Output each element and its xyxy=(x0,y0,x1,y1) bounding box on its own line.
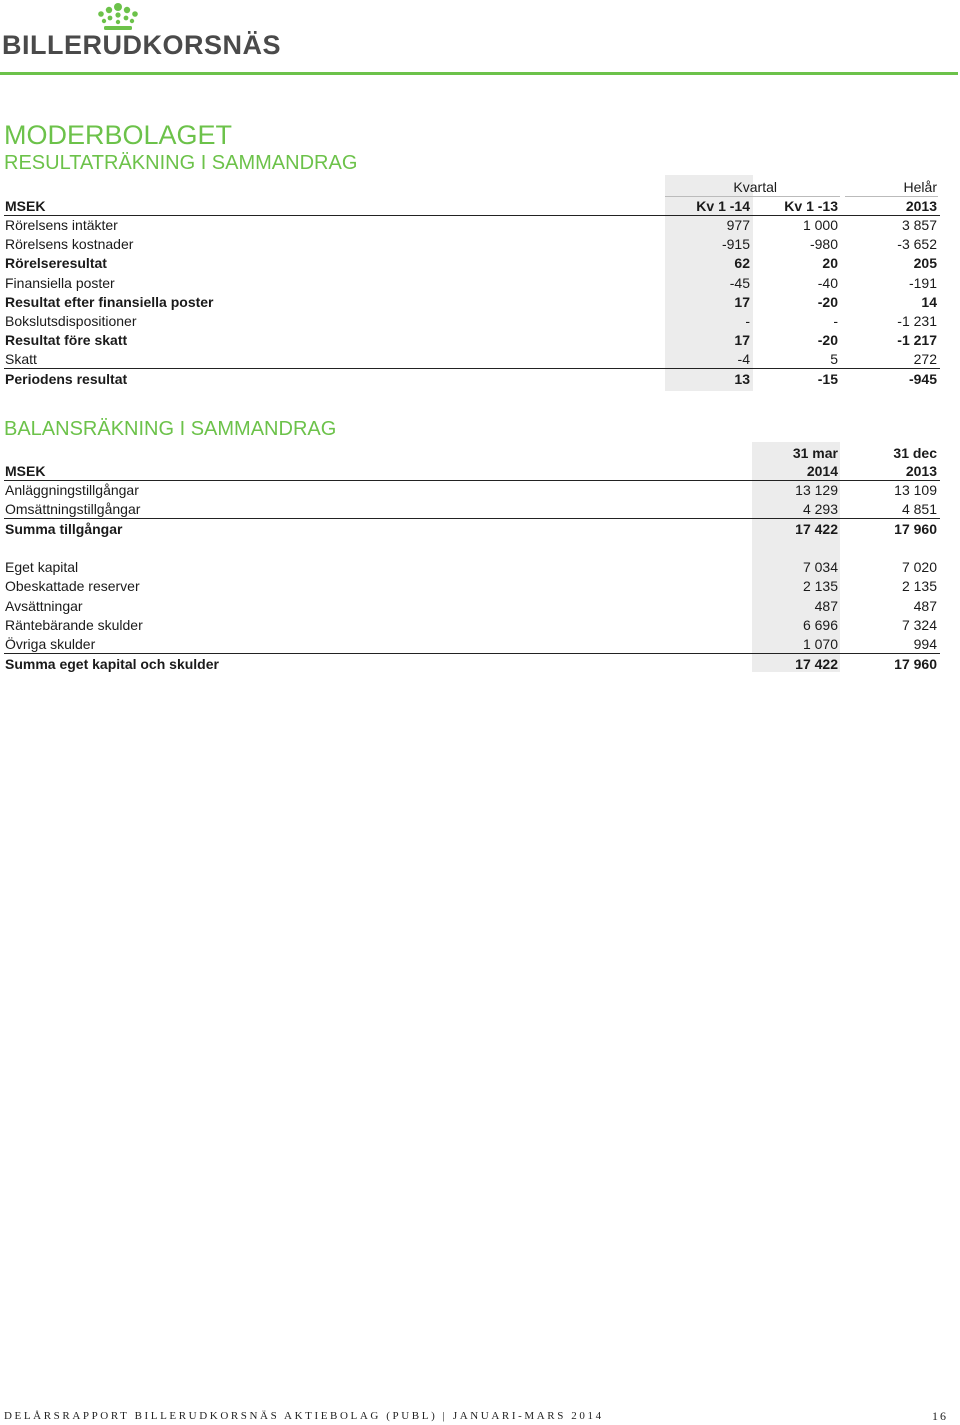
balance-header-label: MSEK xyxy=(5,463,46,479)
income-header-c2: Kv 1 -13 xyxy=(784,198,838,214)
logo-wordmark: BILLERUDKORSNÄS xyxy=(2,30,282,60)
balance-row-c1: 487 xyxy=(814,598,838,614)
income-row-label: Resultat efter finansiella poster xyxy=(5,294,214,310)
income-row-label: Bokslutsdispositioner xyxy=(5,313,137,329)
income-group-year-rule xyxy=(845,196,938,197)
balance-header-rule xyxy=(4,480,940,481)
income-group-quarter-rule xyxy=(665,196,840,197)
balance-row-label: Övriga skulder xyxy=(5,636,96,652)
balance-row-c1: 1 070 xyxy=(802,636,838,652)
income-row-label: Resultat före skatt xyxy=(5,332,128,348)
income-row-c1: 17 xyxy=(734,332,750,348)
balance-row-c1: 4 293 xyxy=(802,501,838,517)
balance-row-label: Avsättningar xyxy=(5,598,83,614)
income-row-c3: 3 857 xyxy=(901,217,937,233)
income-row-c3: 205 xyxy=(913,255,937,271)
income-row-label: Rörelseresultat xyxy=(5,255,107,271)
balance-row-c2: 17 960 xyxy=(894,656,937,672)
income-row-c1: 13 xyxy=(734,371,750,387)
income-total-rule xyxy=(4,368,940,369)
footer-text: DELÅRSRAPPORT BILLERUDKORSNÄS AKTIEBOLAG (PUBL) | JANUARI-MARS 2014 xyxy=(4,1410,604,1422)
balance-total-rule xyxy=(4,518,940,519)
balance-sheet-title: BALANSRÄKNING I SAMMANDRAG xyxy=(4,418,337,440)
income-statement-title: RESULTATRÄKNING I SAMMANDRAG xyxy=(4,152,358,174)
balance-header-c2: 2013 xyxy=(905,463,937,479)
income-header-c1: Kv 1 -14 xyxy=(696,198,750,214)
income-row-c2: - xyxy=(833,313,838,329)
balance-row-label: Obeskattade reserver xyxy=(5,578,140,594)
balance-row-c2: 487 xyxy=(913,598,937,614)
income-row-label: Skatt xyxy=(5,351,37,367)
income-row-c2: -980 xyxy=(809,236,838,252)
income-row-c3: -191 xyxy=(908,275,937,291)
balance-row-c2: 7 324 xyxy=(901,617,937,633)
balance-row-c1: 13 129 xyxy=(795,482,838,498)
page-number: 16 xyxy=(932,1409,948,1423)
income-header-rule xyxy=(4,215,940,216)
income-header-label: MSEK xyxy=(5,198,46,214)
income-row-c2: -40 xyxy=(817,275,838,291)
balance-header-top-c1: 31 mar xyxy=(792,445,838,461)
balance-row-c2: 17 960 xyxy=(894,521,937,537)
income-row-c2: 20 xyxy=(822,255,838,271)
income-row-label: Periodens resultat xyxy=(5,371,128,387)
balance-row-c1: 17 422 xyxy=(795,521,838,537)
income-row-c3: -1 231 xyxy=(897,313,937,329)
balance-row-c1: 17 422 xyxy=(795,656,838,672)
balance-row-c2: 994 xyxy=(913,636,937,652)
income-row-c3: -1 217 xyxy=(897,332,937,348)
income-row-c3: 14 xyxy=(921,294,937,310)
page-title: MODERBOLAGET xyxy=(4,120,233,150)
income-row-c3: 272 xyxy=(913,351,937,367)
income-group-year: Helår xyxy=(903,179,937,195)
income-group-quarter: Kvartal xyxy=(733,179,777,195)
income-row-c1: 977 xyxy=(726,217,750,233)
income-row-c1: - xyxy=(745,313,750,329)
income-row-c1: -915 xyxy=(721,236,750,252)
income-row-label: Finansiella poster xyxy=(5,275,115,291)
balance-row-c1: 2 135 xyxy=(802,578,838,594)
income-row-c3: -3 652 xyxy=(897,236,937,252)
balance-row-label: Omsättningstillgångar xyxy=(5,501,141,517)
income-row-c1: -45 xyxy=(729,275,750,291)
income-row-c1: -4 xyxy=(737,351,750,367)
balance-row-label: Summa eget kapital och skulder xyxy=(5,656,219,672)
income-row-c1: 17 xyxy=(734,294,750,310)
income-row-c1: 62 xyxy=(734,255,750,271)
income-header-c3: 2013 xyxy=(905,198,937,214)
balance-row-c1: 7 034 xyxy=(802,559,838,575)
balance-row-label: Eget kapital xyxy=(5,559,79,575)
balance-row-c1: 6 696 xyxy=(802,617,838,633)
income-row-c3: -945 xyxy=(908,371,937,387)
balance-header-top-c2: 31 dec xyxy=(893,445,937,461)
balance-total-rule xyxy=(4,653,940,654)
income-row-c2: -15 xyxy=(817,371,838,387)
income-row-c2: 1 000 xyxy=(802,217,838,233)
balance-row-c2: 2 135 xyxy=(901,578,937,594)
income-row-label: Rörelsens kostnader xyxy=(5,236,134,252)
balance-row-c2: 4 851 xyxy=(901,501,937,517)
income-row-c2: -20 xyxy=(817,332,838,348)
company-logo xyxy=(2,0,282,62)
balance-row-label: Summa tillgångar xyxy=(5,521,123,537)
balance-row-c2: 13 109 xyxy=(894,482,937,498)
balance-row-label: Anläggningstillgångar xyxy=(5,482,139,498)
income-row-c2: 5 xyxy=(830,351,838,367)
income-row-label: Rörelsens intäkter xyxy=(5,217,118,233)
header-rule xyxy=(0,72,958,75)
balance-row-c2: 7 020 xyxy=(901,559,937,575)
balance-header-c1: 2014 xyxy=(806,463,838,479)
income-row-c2: -20 xyxy=(817,294,838,310)
balance-row-label: Räntebärande skulder xyxy=(5,617,143,633)
crown-icon xyxy=(96,2,140,32)
